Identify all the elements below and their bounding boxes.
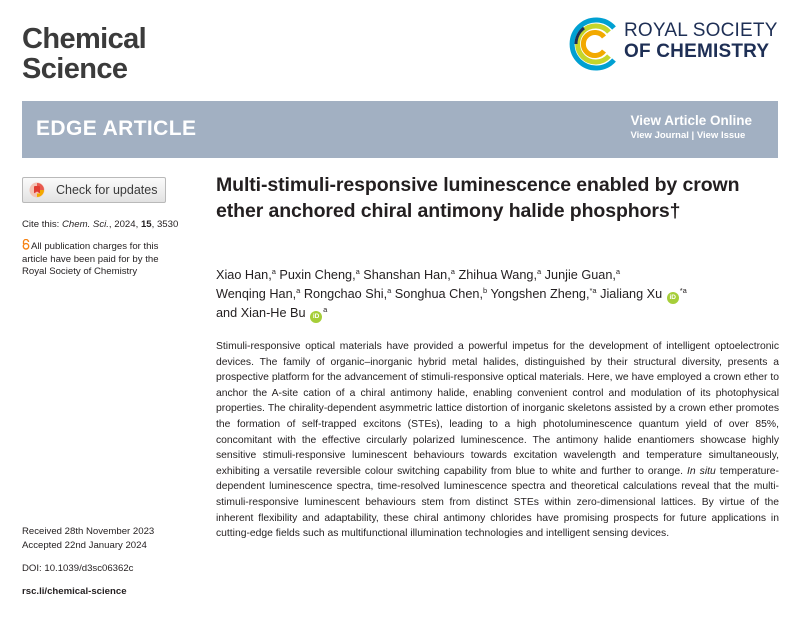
author[interactable]: Junjie Guan,$^a$ <box>541 267 621 282</box>
author-line-3 <box>216 304 786 323</box>
author[interactable]: Rongchao Shi,$^a$ <box>300 285 392 301</box>
rsc-wordmark <box>624 20 778 62</box>
author[interactable]: and Xian-He Bu $iD^a$ <box>216 306 327 320</box>
cite-label: Cite this: <box>22 219 60 230</box>
accepted-date: Accepted 22nd January 2024 <box>22 540 147 551</box>
open-access-icon <box>22 239 30 250</box>
citation <box>22 219 178 230</box>
cite-journal: Chem. Sci. <box>62 219 109 230</box>
author-line-2 <box>216 285 786 304</box>
banner-sub-links <box>630 130 752 141</box>
rsc-logo <box>566 14 780 76</box>
open-access-note <box>22 239 182 279</box>
article-title: Multi-stimuli-responsive luminescence enabled by crown ether anchored chiral antimony halide phosphors† <box>216 174 740 222</box>
orcid-icon[interactable]: iD <box>667 292 679 304</box>
rsc-wordmark-line1: ROYAL SOCIETY <box>624 20 778 41</box>
author[interactable]: Songhua Chen,$^b$ <box>391 285 488 301</box>
abstract <box>216 339 779 542</box>
doi[interactable]: DOI: 10.1039/d3sc06362c <box>22 563 134 574</box>
banner-links <box>630 113 752 141</box>
view-journal-link[interactable]: View Journal <box>630 130 689 141</box>
orcid-icon[interactable]: iD <box>310 311 322 323</box>
rsc-logo-mark-icon <box>566 14 622 74</box>
article-type-label: EDGE ARTICLE <box>36 117 197 140</box>
cite-year: , 2024, <box>108 219 141 230</box>
journal-name-line2: Science <box>22 53 128 85</box>
journal-link[interactable]: rsc.li/chemical-science <box>22 586 127 597</box>
abstract-text: Stimuli-responsive optical materials have provided a powerful impetus for the development of intelligent optoelectronic devices. The family of organic–inorganic hybrid metal halides, distinguished by their structural diversity, presents a prospective platform for the advancement of stimuli-responsive optical materials. Here, we have employed a crown ether to anchor the A-site cation of a chiral antimony halide, enabling convenient control and modulation of its photophysical properties. The chirality-dependent asymmetric lattice distortion of inorganic skeletons assisted by a crown ether promotes the formation of self-trapped excitons (STEs), leading to a high photoluminescence quantum yield of over 85%, concomitant with the effective circularly polarized luminescence. The antimony halide enantiomers showcase highly sensitive stimuli-responsive luminescent behaviours towards excitation wavelength and temperature simultaneously, exhibiting a versatile reversible colour switching capability from blue to white and further to orange. In situ temperature-dependent luminescence spectra, time-resolved luminescence spectra and theoretical calculations reveal that the multi-stimuli-responsive luminescent behaviours stem from distinct STEs within zero-dimensional lattices. By virtue of the inherent flexibility and adaptability, these chiral antimony chlorides have promising prospects for future applications in cutting-edge fields such as multifunctional illumination technologies and intelligent sensing devices. <box>216 341 779 540</box>
journal-name-line1: Chemical <box>22 23 147 55</box>
author[interactable]: Xiao Han,$^a$ <box>216 267 276 282</box>
article-type-banner <box>22 101 778 158</box>
crossmark-icon <box>29 182 45 198</box>
check-for-updates-button[interactable] <box>22 177 166 203</box>
link-separator: | <box>691 130 695 141</box>
received-date: Received 28th November 2023 <box>22 526 155 537</box>
author-list <box>216 266 786 323</box>
journal-name <box>22 24 146 84</box>
check-for-updates-label: Check for updates <box>56 183 158 197</box>
rsc-wordmark-line2: OF CHEMISTRY <box>624 41 770 62</box>
author[interactable]: Jialiang Xu $iD^{*a}$ <box>597 287 687 301</box>
cite-page: , 3530 <box>151 219 179 230</box>
author[interactable]: Wenqing Han,$^a$ <box>216 285 301 301</box>
author[interactable]: Shanshan Han,$^a$ <box>359 267 455 282</box>
author[interactable]: Zhihua Wang,$^a$ <box>454 267 542 282</box>
author-line-1 <box>216 266 786 285</box>
author[interactable]: Yongshen Zheng,$^{*a}$ <box>487 285 597 301</box>
view-article-online-link[interactable]: View Article Online <box>630 113 752 128</box>
view-issue-link[interactable]: View Issue <box>696 130 746 141</box>
author[interactable]: Puxin Cheng,$^a$ <box>275 267 360 282</box>
cite-volume: 15 <box>140 219 152 230</box>
open-access-text: All publication charges for this article have been paid for by the Royal Society of Chemistry <box>22 241 159 278</box>
